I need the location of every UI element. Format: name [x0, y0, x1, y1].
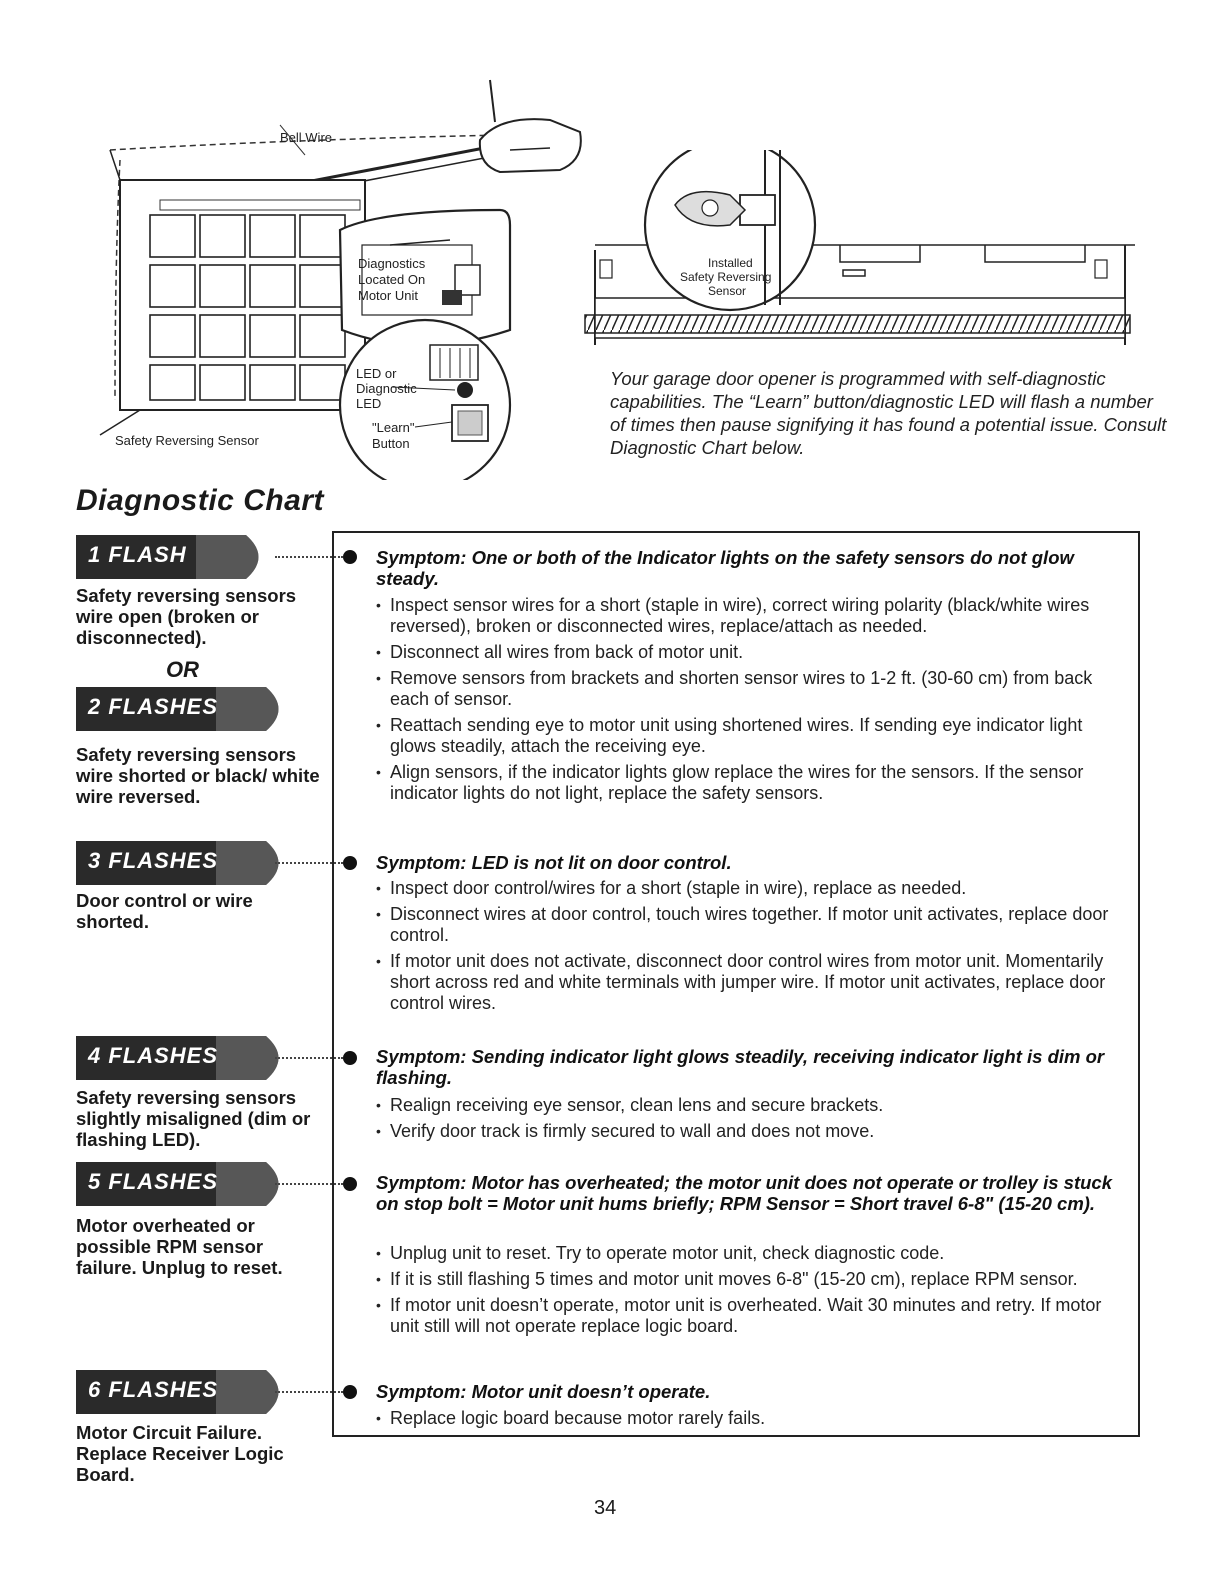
leader-line [275, 1057, 343, 1059]
symptom-3-steps [376, 1095, 1126, 1147]
bullet-dot [343, 1385, 357, 1399]
symptom-5-steps [376, 1408, 1126, 1434]
diagnostics-label-line1: Diagnostics [358, 256, 426, 271]
badge-label: 5 FLASHES [88, 1169, 219, 1194]
step-item: • If motor unit doesn’t operate, motor unit is overheated. Wait 30 minutes and retry. If motor unit still will not operate replace logic board. [376, 1295, 1126, 1337]
step-item: • Inspect sensor wires for a short (staple in wire), correct wiring polarity (black/white wires reversed), broken or disconnected wires, replace/attach as needed. [376, 595, 1126, 637]
badge-label: 1 FLASH [88, 542, 187, 567]
badge-2-flashes [76, 687, 291, 731]
badge-label: 3 FLASHES [88, 848, 219, 873]
installed-label-line3: Sensor [708, 284, 747, 298]
badge-5-flashes [76, 1162, 291, 1206]
chart-title: Diagnostic Chart [76, 484, 325, 517]
symptom-2-title: Symptom: LED is not lit on door control. [376, 852, 732, 873]
diagnostics-label-line2: Located On [358, 272, 426, 287]
step-item: • Disconnect wires at door control, touch wires together. If motor unit activates, replace door control. [376, 904, 1126, 946]
step-item: • Inspect door control/wires for a short (staple in wire), replace as needed. [376, 878, 1126, 899]
diagnostics-label-line3: Motor Unit [358, 288, 418, 303]
step-item: • Realign receiving eye sensor, clean lens and secure brackets. [376, 1095, 1126, 1116]
step-item: • If it is still flashing 5 times and motor unit moves 6-8" (15-20 cm), replace RPM sensor. [376, 1269, 1126, 1290]
badge-3-flashes [76, 841, 291, 885]
led-label-line3: LED [356, 396, 382, 411]
sensor-installation-diagram [580, 150, 1140, 360]
step-item: • Align sensors, if the indicator lights glow replace the wires for the sensors. If the sensor indicator lights do not light, replace the safety sensors. [376, 762, 1126, 804]
page-number: 34 [594, 1497, 617, 1519]
symptom-4-steps [376, 1243, 1126, 1342]
leader-line [275, 1183, 343, 1185]
symptom-5-title: Symptom: Motor unit doesn’t operate. [376, 1381, 711, 1402]
leader-line [275, 556, 343, 558]
badge-label: 4 FLASHES [88, 1043, 219, 1068]
step-item: • If motor unit does not activate, disconnect door control wires from motor unit. Momentarily short across red and white terminals with jumper wire. If motor unit activates, replace door control wires. [376, 951, 1126, 1014]
cause-4: Safety reversing sensors slightly misaligned (dim or flashing LED). [76, 1087, 311, 1150]
intro-text: Your garage door opener is programmed with self-diagnostic capabilities. The “Learn” button/diagnostic LED will flash a number of times then pause signifying it has found a potential issue. Consult Diagnostic Chart below. [610, 368, 1167, 458]
bullet-dot [343, 1177, 357, 1191]
bell-wire-label: Bell Wire [280, 130, 333, 145]
step-item: • Remove sensors from brackets and shorten sensor wires to 1-2 ft. (30-60 cm) from back each of sensor. [376, 668, 1126, 710]
step-item: • Unplug unit to reset. Try to operate motor unit, check diagnostic code. [376, 1243, 1126, 1264]
garage-opener-diagram [80, 60, 600, 480]
cause-6: Motor Circuit Failure. Replace Receiver Logic Board. [76, 1422, 284, 1485]
bullet-dot [343, 550, 357, 564]
installed-label-line2: Safety Reversing [680, 270, 772, 284]
badge-label: 2 FLASHES [88, 694, 219, 719]
badge-4-flashes [76, 1036, 291, 1080]
step-item: • Reattach sending eye to motor unit using shortened wires. If sending eye indicator light glows steadily, attach the receiving eye. [376, 715, 1126, 757]
step-item: • Disconnect all wires from back of motor unit. [376, 642, 1126, 663]
symptom-4-title: Symptom: Motor has overheated; the motor unit does not operate or trolley is stuck on stop bolt = Motor unit hums briefly; RPM Sensor = Short travel 6-8" (15-20 cm). [376, 1172, 1112, 1214]
symptom-2-steps [376, 878, 1126, 1019]
cause-5: Motor overheated or possible RPM sensor failure. Unplug to reset. [76, 1215, 283, 1278]
or-label: OR [166, 657, 199, 682]
badge-1-flash [76, 535, 271, 579]
leader-line [275, 862, 343, 864]
cause-1: Safety reversing sensors wire open (broken or disconnected). [76, 585, 297, 648]
symptom-3-title: Symptom: Sending indicator light glows steadily, receiving indicator light is dim or flashing. [376, 1046, 1105, 1088]
cause-3: Door control or wire shorted. [76, 890, 253, 932]
cause-2: Safety reversing sensors wire shorted or black/ white wire reversed. [76, 744, 320, 807]
bullet-dot [343, 1051, 357, 1065]
leader-line [275, 1391, 343, 1393]
led-label-line2: Diagnostic [356, 381, 417, 396]
safety-sensor-label: Safety Reversing Sensor [115, 433, 259, 448]
step-item: • Verify door track is firmly secured to wall and does not move. [376, 1121, 1126, 1142]
step-item: • Replace logic board because motor rarely fails. [376, 1408, 1126, 1429]
learn-label-line2: Button [372, 436, 410, 451]
led-label-line1: LED or [356, 366, 397, 381]
installed-label-line1: Installed [708, 256, 753, 270]
symptom-1-steps [376, 595, 1126, 809]
symptom-1-title: Symptom: One or both of the Indicator lights on the safety sensors do not glow steady. [376, 547, 1074, 589]
badge-label: 6 FLASHES [88, 1377, 219, 1402]
bullet-dot [343, 856, 357, 870]
badge-6-flashes [76, 1370, 291, 1414]
learn-label-line1: "Learn" [372, 420, 415, 435]
